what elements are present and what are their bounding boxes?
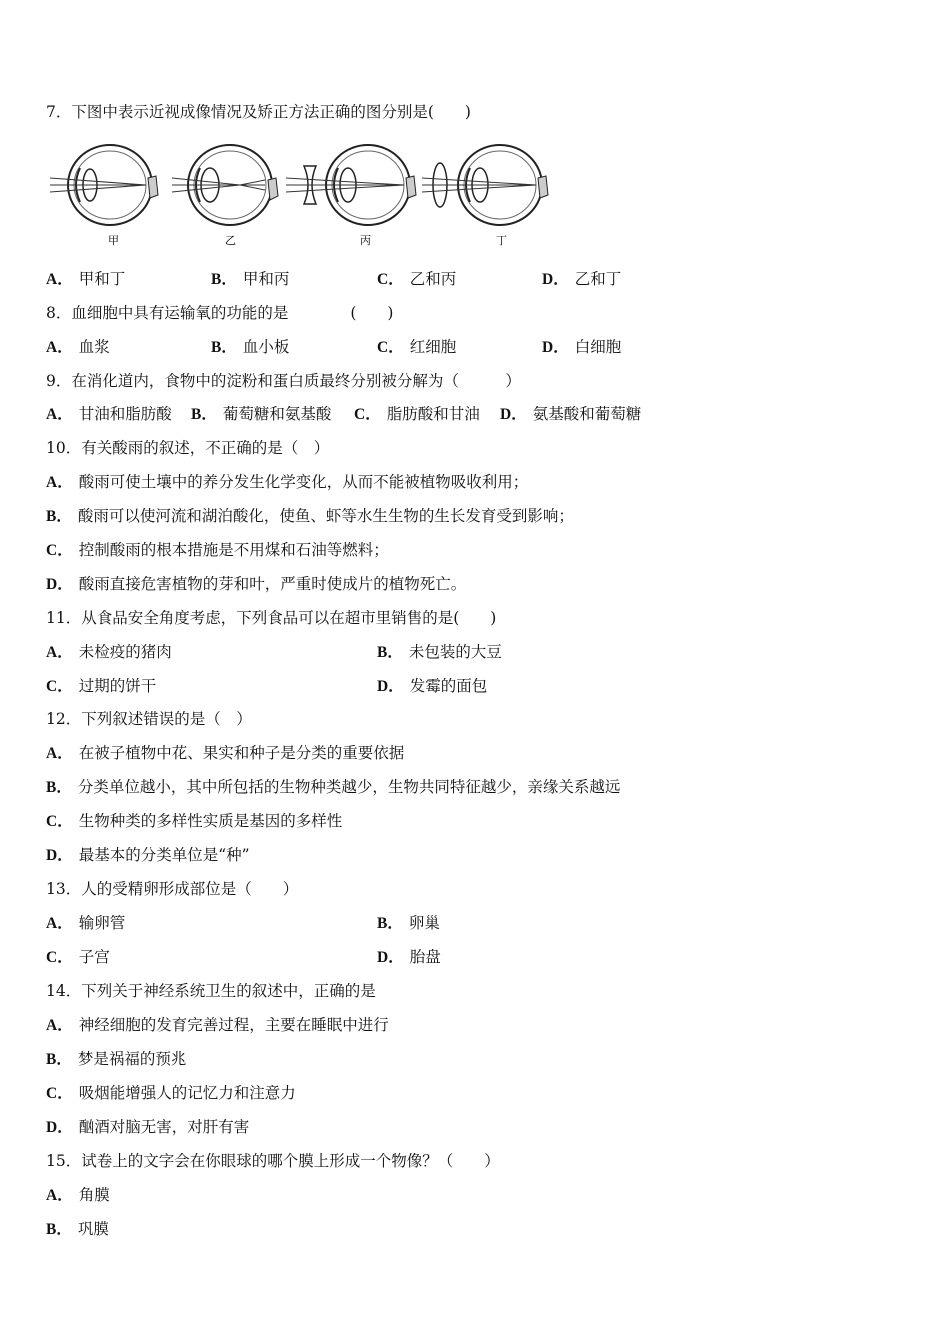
q10-option-d[interactable]	[46, 574, 466, 595]
option-label: B．	[46, 1051, 72, 1068]
option-label: A．	[46, 271, 73, 288]
option-text: 控制酸雨的根本措施是不用煤和石油等燃料；	[78, 541, 389, 559]
option-label: C．	[46, 949, 73, 966]
option-text: 乙和丁	[574, 270, 622, 288]
q15-stem: 15．试卷上的文字会在你眼球的哪个膜上形成一个物像？（ ）	[46, 1152, 500, 1170]
q11-option-c[interactable]	[46, 676, 156, 697]
option-label: C．	[377, 339, 404, 356]
option-label: D．	[542, 271, 569, 288]
q7-option-d[interactable]	[542, 269, 621, 290]
q7-stem: 7．下图中表示近视成像情况及矫正方法正确的图分别是( )	[46, 103, 471, 121]
option-text: 酸雨可以使河流和湖泊酸化，使鱼、虾等水生生物的生长发育受到影响；	[77, 507, 574, 525]
q14-option-a[interactable]	[46, 1015, 389, 1036]
option-label: C．	[46, 1085, 73, 1102]
q12-option-d[interactable]	[46, 845, 250, 866]
q14-option-d[interactable]	[46, 1117, 249, 1138]
q8-option-b[interactable]	[211, 337, 289, 358]
option-text: 输卵管	[78, 914, 126, 932]
option-text: 乙和丙	[409, 270, 457, 288]
q10-option-c[interactable]	[46, 540, 389, 561]
option-text: 角膜	[78, 1186, 110, 1204]
option-label: B．	[377, 644, 403, 661]
q15-option-b[interactable]	[46, 1219, 109, 1240]
caption-jia: 甲	[108, 234, 119, 247]
q11-option-a[interactable]	[46, 642, 172, 663]
eye-diagram-yi	[172, 145, 278, 225]
q7-option-a[interactable]	[46, 269, 125, 290]
option-label: C．	[46, 542, 73, 559]
option-label: D．	[377, 678, 404, 695]
option-label: D．	[542, 339, 569, 356]
q8-stem: 8．血细胞中具有运输氧的功能的是 ( )	[46, 304, 394, 322]
eye-diagram-figure	[50, 140, 560, 255]
option-text: 胎盘	[409, 948, 441, 966]
option-label: A．	[46, 745, 73, 762]
q10-option-a[interactable]	[46, 472, 528, 493]
eye-diagram-ding	[422, 145, 548, 225]
option-text: 酸雨直接危害植物的芽和叶，严重时使成片的植物死亡。	[78, 575, 467, 593]
option-label: A．	[46, 1017, 73, 1034]
q9-option-d[interactable]	[500, 404, 641, 425]
option-label: D．	[46, 1119, 73, 1136]
option-label: A．	[46, 474, 73, 491]
q7-option-c[interactable]	[377, 269, 456, 290]
q8-option-d[interactable]	[542, 337, 621, 358]
q14-option-c[interactable]	[46, 1083, 296, 1104]
option-text: 过期的饼干	[78, 677, 157, 695]
option-text: 卵巢	[408, 914, 440, 932]
q11-option-d[interactable]	[377, 676, 487, 697]
option-text: 血浆	[78, 338, 110, 356]
option-text: 子宫	[78, 948, 110, 966]
option-text: 巩膜	[77, 1220, 109, 1238]
q10-stem: 10．有关酸雨的叙述，不正确的是（ ）	[46, 439, 330, 457]
q13-stem: 13．人的受精卵形成部位是（ ）	[46, 880, 299, 898]
option-label: D．	[377, 949, 404, 966]
q9-option-b[interactable]	[191, 404, 331, 425]
option-label: C．	[46, 813, 73, 830]
q12-option-c[interactable]	[46, 811, 342, 832]
option-text: 发霉的面包	[409, 677, 488, 695]
option-text: 脂肪酸和甘油	[386, 405, 480, 423]
q14-stem: 14．下列关于神经系统卫生的叙述中，正确的是	[46, 982, 376, 1000]
q11-option-b[interactable]	[377, 642, 502, 663]
option-label: B．	[211, 339, 237, 356]
option-label: C．	[354, 406, 381, 423]
option-label: A．	[46, 915, 73, 932]
option-label: A．	[46, 406, 73, 423]
q14-option-b[interactable]	[46, 1049, 186, 1070]
option-text: 未检疫的猪肉	[78, 643, 172, 661]
option-label: A．	[46, 644, 73, 661]
q13-option-c[interactable]	[46, 947, 110, 968]
q11-stem: 11．从食品安全角度考虑，下列食品可以在超市里销售的是( )	[46, 609, 497, 627]
option-text: 神经细胞的发育完善过程，主要在睡眠中进行	[78, 1016, 389, 1034]
option-label: B．	[46, 508, 72, 525]
q13-option-d[interactable]	[377, 947, 441, 968]
q15-option-a[interactable]	[46, 1185, 110, 1206]
option-label: C．	[377, 271, 404, 288]
eye-diagram-jia	[50, 145, 158, 225]
q8-option-a[interactable]	[46, 337, 110, 358]
option-text: 甲和丁	[78, 270, 126, 288]
option-text: 氨基酸和葡萄糖	[532, 405, 642, 423]
option-label: A．	[46, 339, 73, 356]
q12-option-b[interactable]	[46, 777, 620, 798]
option-text: 酸雨可使土壤中的养分发生化学变化，从而不能被植物吸收利用；	[78, 473, 529, 491]
q9-option-c[interactable]	[354, 404, 480, 425]
option-text: 分类单位越小，其中所包括的生物种类越少，生物共同特征越少，亲缘关系越远	[77, 778, 621, 796]
option-label: B．	[191, 406, 217, 423]
option-text: 吸烟能增强人的记忆力和注意力	[78, 1084, 296, 1102]
caption-bing: 丙	[360, 234, 371, 247]
q9-option-a[interactable]	[46, 404, 172, 425]
option-label: C．	[46, 678, 73, 695]
option-text: 在被子植物中花、果实和种子是分类的重要依据	[78, 744, 405, 762]
option-text: 生物种类的多样性实质是基因的多样性	[78, 812, 343, 830]
option-text: 最基本的分类单位是“种”	[78, 846, 250, 864]
option-text: 甘油和脂肪酸	[78, 405, 172, 423]
option-label: D．	[46, 847, 73, 864]
option-label: B．	[46, 1221, 72, 1238]
option-label: A．	[46, 1187, 73, 1204]
q9-stem: 9．在消化道内，食物中的淀粉和蛋白质最终分别被分解为（ ）	[46, 372, 521, 390]
q7-option-b[interactable]	[211, 269, 289, 290]
option-text: 甲和丙	[242, 270, 290, 288]
option-label: B．	[211, 271, 237, 288]
q13-option-b[interactable]	[377, 913, 440, 934]
option-text: 白细胞	[574, 338, 622, 356]
option-label: D．	[46, 576, 73, 593]
q12-stem: 12．下列叙述错误的是（ ）	[46, 710, 252, 728]
option-text: 未包装的大豆	[408, 643, 502, 661]
option-text: 葡萄糖和氨基酸	[222, 405, 332, 423]
option-label: B．	[377, 915, 403, 932]
q8-option-c[interactable]	[377, 337, 456, 358]
q10-option-b[interactable]	[46, 506, 574, 527]
option-label: B．	[46, 779, 72, 796]
caption-yi: 乙	[225, 234, 236, 247]
option-text: 红细胞	[409, 338, 457, 356]
eye-diagram-bing	[286, 145, 416, 225]
q13-option-a[interactable]	[46, 913, 125, 934]
option-label: D．	[500, 406, 527, 423]
caption-ding: 丁	[496, 234, 507, 247]
q12-option-a[interactable]	[46, 743, 404, 764]
option-text: 梦是祸福的预兆	[77, 1050, 187, 1068]
option-text: 酗酒对脑无害，对肝有害	[78, 1118, 250, 1136]
option-text: 血小板	[242, 338, 290, 356]
